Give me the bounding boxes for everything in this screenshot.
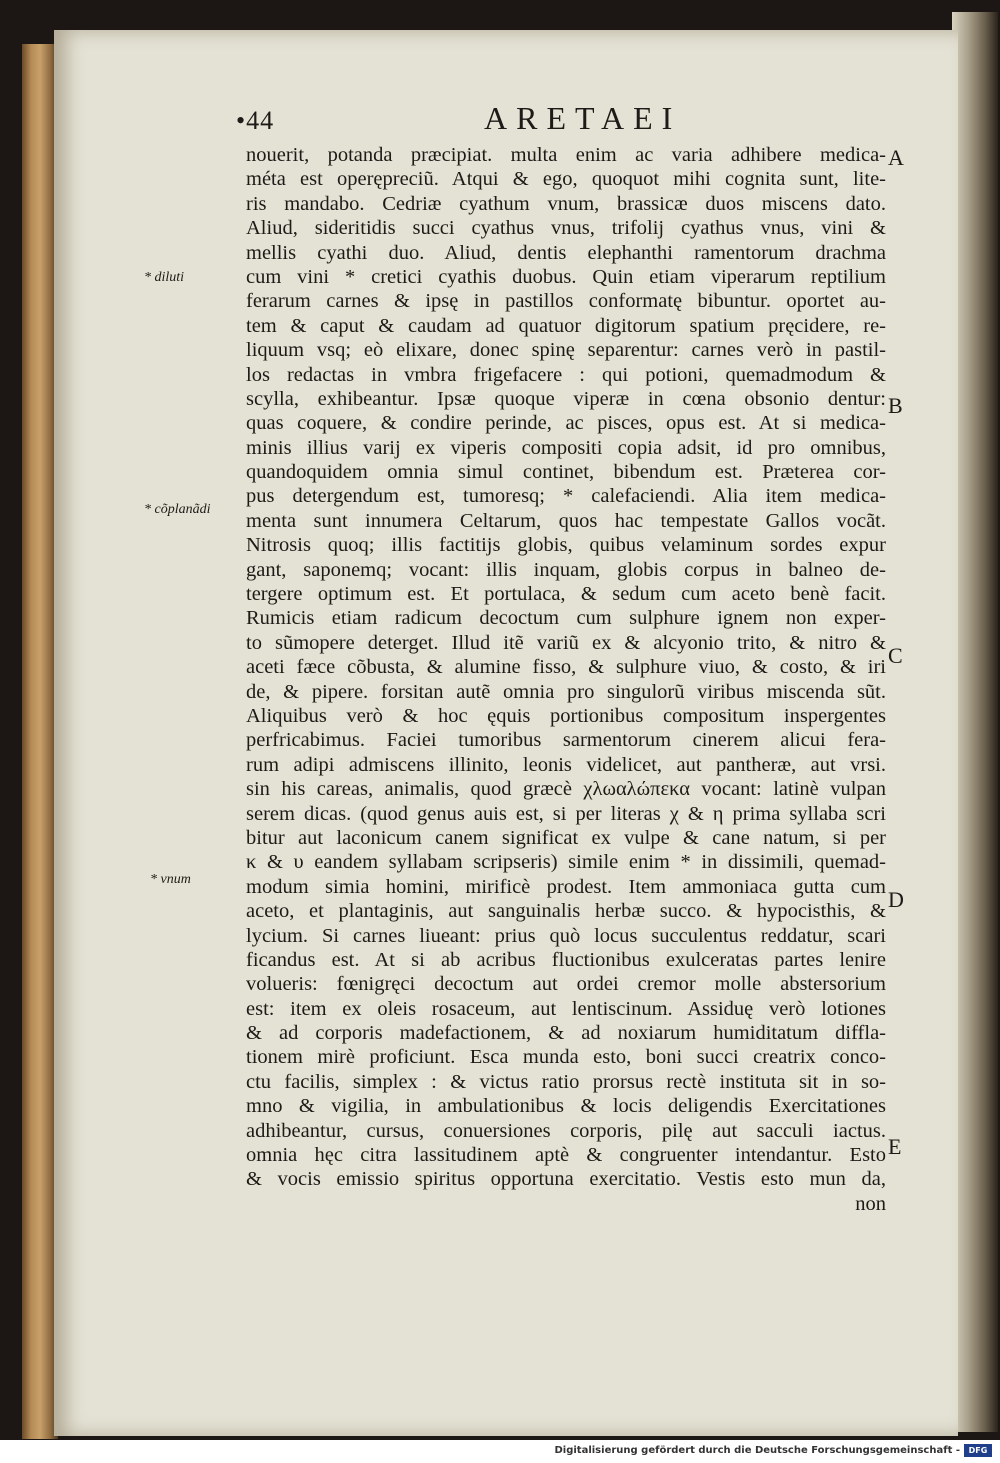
catchword: non [855,1192,886,1215]
text-line: est: item ex oleis rosaceum, aut lentiscinum. Assiduę verò lotiones [246,997,886,1020]
text-line: adhibeantur, cursus, conuersiones corporis, pilę aut sacculi iactus. [246,1119,886,1142]
text-line: rum adipi admiscens illinito, leonis videlicet, aut pantheræ, aut vrsi. [246,753,886,776]
text-line: sin his careas, animalis, quod græcè χλωαλώπεκα vocant: latinè vulpan [246,778,886,801]
margin-note-coplanandi: * cõplanãdi [144,502,211,517]
funding-credit: Digitalisierung gefördert durch die Deutsche Forschungsgemeinschaft - [554,1445,960,1456]
text-line: Rumicis etiam radicum decoctum cum sulphure ignem non exper- [246,607,886,630]
text-line: menta sunt innumera Celtarum, quos hac tempestate Gallos vocãt. [246,509,886,532]
text-line: omnia hęc citra lassitudinem aptè & congruenter intendantur. Esto [246,1144,886,1167]
text-line: tem & caput & caudam ad quatuor digitorum spatium pręcidere, re- [246,314,886,337]
text-line: Aliud, sideritidis succi cyathus vnus, trifolij cyathus vnus, vini & [246,217,886,240]
text-line: & vocis emissio spiritus opportuna exercitatio. Vestis esto mun da, [246,1168,886,1191]
text-line: ferarum carnes & ipsę in pastillos conformatę bibuntur. oportet au- [246,290,886,313]
text-line: tergere optimum est. Et portulaca, & sedum cum aceto benè facit. [246,583,886,606]
text-line: serem dicas. (quod genus auis est, si per literas χ & η prima syllaba scri [246,802,886,825]
page-number: •44 [236,106,275,135]
running-head: ARETAEI [484,100,682,136]
text-line: tionem mirè proficiunt. Esca munda esto, boni succi creatrix conco- [246,1046,886,1069]
text-line: bitur aut laconicum canem significat ex vulpe & cane natum, si per [246,826,886,849]
section-letter-a: A [888,145,904,170]
text-line: to sũmopere deterget. Illud itẽ variũ ex & alcyonio trito, & nitro & [246,631,886,654]
text-line: ctu facilis, simplex : & victus ratio prorsus rectè instituta sit in so- [246,1070,886,1093]
text-line: gant, saponemq; vocant: illis inquam, globis corpus in balneo de- [246,558,886,581]
text-line: aceto, et plantaginis, aut sanguinalis herbæ succo. & hypocisthis, & [246,900,886,923]
text-line: minis illius varij ex viperis compositi copia adsit, id pro omnibus, [246,436,886,459]
text-line: volueris: fœnigręci decoctum aut ordei cremor molle abstersorium [246,973,886,996]
text-line: de, & pipere. forsitan autẽ omnia pro singulorũ viribus miscenda sũt. [246,680,886,703]
text-line: quandoquidem omnia simul continet, bibendum est. Præterea cor- [246,461,886,484]
margin-note-diluti: * diluti [144,270,185,285]
text-line: cum vini * cretici cyathis duobus. Quin etiam viperarum reptilium [246,265,886,288]
text-line: perfricabimus. Faciei tumoribus sarmentorum cinerem alicui fera- [246,729,886,752]
margin-note-vnum: * vnum [150,872,191,887]
text-line: nouerit, potanda præcipiat. multa enim ac varia adhibere medica- [246,144,886,166]
text-line: mno & vigilia, in ambulationibus & locis deligendis Exercitationes [246,1095,886,1118]
text-line: & ad corporis madefactionem, & ad noxiarum humiditatum diffla- [246,1022,886,1045]
book-page [54,30,958,1436]
text-line: Aliquibus verò & hoc ęquis portionibus compositum inspergentes [246,704,886,727]
page-stack-edge [952,12,998,1432]
section-letter-e: E [888,1134,902,1159]
section-letter-d: D [888,887,904,912]
text-line: Nitrosis quoq; illis factitijs globis, quibus velaminum sordes expur [246,534,886,557]
dfg-logo: DFG [964,1444,992,1457]
text-line: los redactas in vmbra frigefacere : qui potioni, quemadmodum & [246,363,886,386]
text-block [246,143,886,1216]
text-line: pus detergendum est, tumoresq; * calefaciendi. Alia item medica- [246,485,886,508]
text-line: ris mandabo. Cedriæ cyathum vnum, brassicæ duos miscens dato. [246,192,886,215]
text-line: modum simia homini, mirificè prodest. Item ammoniaca gutta cum [246,875,886,898]
text-line: ficandus est. At si ab acribus fluctionibus exulceratas partes lenire [246,948,886,971]
section-letter-b: B [888,393,903,418]
text-line: aceti fæce cõbusta, & alumine fisso, & sulphure viuo, & costo, & iri [246,656,886,679]
book-spine [22,44,58,1439]
text-line: liquum vsq; eò elixare, donec spinę separentur: carnes verò in pastil- [246,339,886,362]
text-line: scylla, exhibeantur. Ipsæ quoque viperæ in cœna obsonio dentur: [246,387,886,410]
text-line: lycium. Si carnes liueant: prius quò locus succulentus reddatur, scari [246,924,886,947]
text-line: κ & υ eandem syllabam scripseris) simile enim * in dissimili, quemad- [246,851,886,874]
section-letter-c: C [888,643,903,668]
text-line: mellis cyathi duo. Aliud, dentis elephanthi ramentorum drachma [246,241,886,264]
text-line: méta est operępreciũ. Atqui & ego, quoquot mihi cognita sunt, lite- [246,168,886,191]
footer-bar [0,1440,1000,1463]
text-line: quas coquere, & condire perinde, ac pisces, opus est. At si medica- [246,412,886,435]
